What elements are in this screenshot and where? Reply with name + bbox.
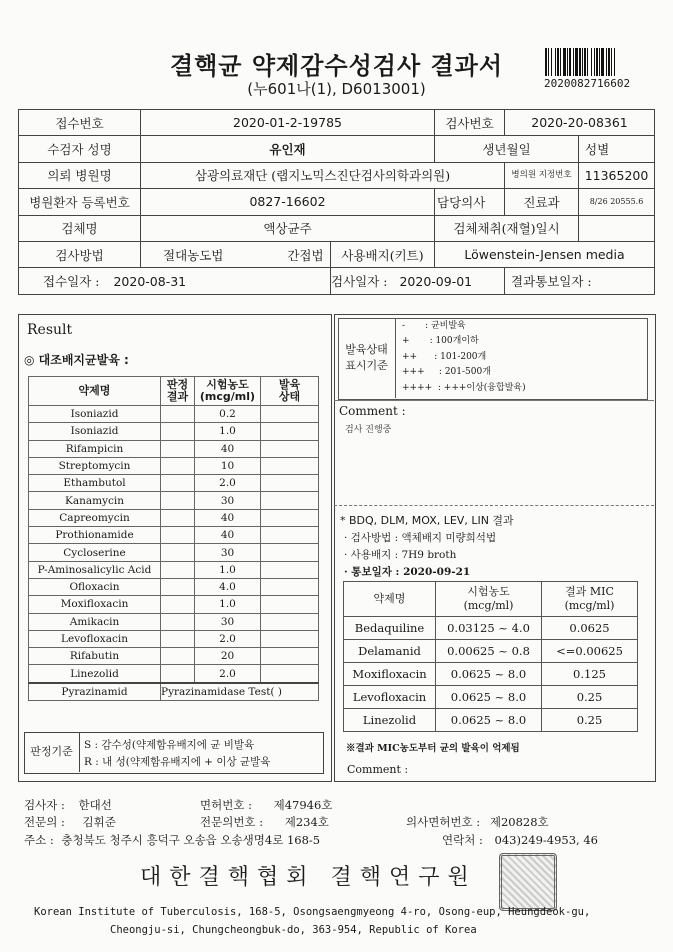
drug-name-cell: Rifabutin	[29, 648, 161, 665]
table-row	[344, 663, 638, 686]
hospital-code-value: 11365200	[579, 162, 655, 188]
table-row	[29, 509, 319, 526]
mic-drug-cell: Levofloxacin	[344, 686, 436, 709]
mic-result-cell: 0.125	[542, 663, 638, 686]
table-row	[344, 686, 638, 709]
drug-name-cell: Ofloxacin	[29, 578, 161, 595]
table-row	[29, 561, 319, 578]
mic-col-drug: 약제명	[344, 582, 436, 617]
judge-cell	[161, 648, 195, 665]
method1-value: 절대농도법	[163, 247, 224, 263]
examiner-value: 한대선	[78, 798, 112, 812]
examiner-line	[24, 797, 112, 813]
doctor-license-value: 제20828호	[489, 815, 549, 829]
drug-name-cell: Cycloserine	[29, 544, 161, 561]
conc-cell: 4.0	[195, 578, 261, 595]
test-no-value: 2020-20-08361	[505, 110, 655, 136]
result-title: Result	[27, 322, 73, 338]
mic-drug-cell: Moxifloxacin	[344, 663, 436, 686]
judge-cell	[161, 613, 195, 630]
table-row	[344, 709, 638, 732]
table-row	[29, 457, 319, 474]
growth-cell	[261, 561, 319, 578]
barcode-number: 2020082716602	[544, 77, 631, 90]
report-title: 결핵균 약제감수성검사 결과서	[169, 52, 504, 80]
mic-drug-cell: Delamanid	[344, 640, 436, 663]
growth-cell	[261, 544, 319, 561]
bdq-title: * BDQ, DLM, MOX, LEV, LIN 결과	[340, 514, 514, 527]
conc-cell: 2.0	[195, 665, 261, 683]
growth-cell	[261, 648, 319, 665]
drug-name-cell: Isoniazid	[29, 406, 161, 423]
comment-label: Comment :	[339, 404, 406, 418]
conc-cell: 10	[195, 457, 261, 474]
address-line	[24, 832, 320, 848]
collection-value	[579, 215, 655, 241]
table-row	[29, 665, 319, 683]
judge-cell	[161, 423, 195, 440]
table-row	[29, 596, 319, 613]
dept-label: 진료과	[505, 189, 579, 215]
mic-range-cell: 0.0625 ~ 8.0	[436, 709, 542, 732]
growth-cell	[261, 423, 319, 440]
growth-cell	[261, 596, 319, 613]
table-row	[29, 423, 319, 440]
mic-note: ※결과 MIC농도부터 균의 발육이 억제됨	[346, 743, 520, 754]
phone-label: 연락처 :	[442, 833, 483, 847]
license-value: 제47946호	[273, 798, 333, 812]
judge-cell	[161, 492, 195, 509]
table-row	[29, 527, 319, 544]
table-row	[29, 492, 319, 509]
growth-cell	[261, 492, 319, 509]
specimen-label: 검체명	[19, 215, 141, 241]
patient-reg-label: 병원환자 등록번호	[19, 189, 141, 215]
mic-range-cell: 0.03125 ~ 4.0	[436, 617, 542, 640]
org-english-line1: Korean Institute of Tuberculosis, 168-5, Osongsaengmyeong 4-ro, Osong-eup, Heungdeok-gu,	[34, 906, 591, 918]
judge-cell	[161, 440, 195, 457]
conc-cell: 30	[195, 492, 261, 509]
receipt-no-label: 접수번호	[19, 110, 141, 136]
legend-line: + : 100개이하	[402, 336, 479, 347]
table-row	[29, 578, 319, 595]
license-line	[200, 797, 332, 813]
drug-name-cell: Levofloxacin	[29, 630, 161, 647]
drug-name-cell: Linezolid	[29, 665, 161, 683]
notify-date-label: 결과통보일자 :	[511, 274, 592, 290]
conc-cell: 40	[195, 440, 261, 457]
legend-line: ++++ : +++이상(융합발육)	[402, 382, 526, 393]
collection-label: 검체채취(재혈)일시	[435, 215, 579, 241]
mic-range-cell: 0.00625 ~ 0.8	[436, 640, 542, 663]
conc-cell: 30	[195, 613, 261, 630]
receipt-no-value: 2020-01-2-19785	[141, 110, 435, 136]
criteria-r: R : 내 성(약제함유배지에 + 이상 균발육	[84, 756, 271, 768]
doctor-license-line	[406, 814, 549, 830]
judge-cell	[161, 561, 195, 578]
judge-cell	[161, 665, 195, 683]
table-row	[29, 630, 319, 647]
license-label: 면허번호 :	[200, 798, 252, 812]
specialist-license-label: 전문의번호 :	[200, 815, 264, 829]
examiner-label: 검사자 :	[24, 798, 65, 812]
drug-name-cell: Moxifloxacin	[29, 596, 161, 613]
col-growth-header: 발육 상태	[261, 377, 319, 406]
growth-cell	[261, 665, 319, 683]
legend-line: - : 균비발육	[402, 321, 466, 331]
address-value: 충청북도 청주시 흥덕구 오송읍 오송생명4로 168-5	[61, 833, 321, 847]
mic-result-cell: 0.0625	[542, 617, 638, 640]
conc-cell: 20	[195, 648, 261, 665]
growth-cell	[261, 440, 319, 457]
control-growth-label: ◎ 대조배지균발육 :	[24, 353, 129, 367]
specialist-license-line	[200, 814, 329, 830]
judge-cell	[161, 544, 195, 561]
hospital-label: 의뢰 병원명	[19, 162, 141, 188]
judge-cell	[161, 596, 195, 613]
phone-value: 043)249-4953, 46	[494, 833, 598, 847]
sex-label: 성별	[585, 142, 610, 158]
growth-cell	[261, 613, 319, 630]
patient-name-value: 유인재	[141, 136, 435, 162]
specialist-line	[24, 814, 116, 830]
specialist-license-value: 제234호	[284, 815, 329, 829]
drug-susceptibility-table	[28, 376, 319, 701]
dept-value: 8/26 20555.6	[579, 189, 655, 215]
growth-cell	[261, 457, 319, 474]
judge-cell	[161, 457, 195, 474]
col-judge-header: 판정 결과	[161, 377, 195, 406]
method2-value: 간접법	[287, 247, 324, 263]
conc-cell: 1.0	[195, 596, 261, 613]
growth-cell	[261, 406, 319, 423]
drug-name-cell: Streptomycin	[29, 457, 161, 474]
mic-result-cell: 0.25	[542, 686, 638, 709]
growth-cell	[261, 630, 319, 647]
judge-cell	[161, 527, 195, 544]
medium-label: 사용배지(키트)	[331, 241, 435, 267]
patient-reg-value: 0827-16602	[141, 189, 435, 215]
col-drug-header: 약제명	[29, 377, 161, 406]
hospital-code-label: 병의원 지정번호	[505, 162, 579, 188]
table-row	[344, 617, 638, 640]
mic-col-range: 시험농도 (mcg/ml)	[436, 582, 542, 617]
growth-cell	[261, 509, 319, 526]
bdq-notify: · 통보일자 : 2020-09-21	[344, 566, 471, 578]
table-row	[29, 440, 319, 457]
comment-text: 검사 진행중	[345, 425, 392, 435]
doctor-label: 담당의사	[437, 194, 486, 210]
conc-cell: 0.2	[195, 406, 261, 423]
doctor-license-label: 의사면허번호 :	[406, 815, 481, 829]
report-subtitle: (누601나(1), D6013001)	[247, 80, 426, 98]
official-seal-stamp	[499, 853, 557, 911]
birth-label: 생년월일	[435, 136, 579, 162]
conc-cell: 2.0	[195, 475, 261, 492]
medium-value: Löwenstein-Jensen media	[435, 241, 655, 267]
mic-drug-cell: Bedaquiline	[344, 617, 436, 640]
legend-label: 발육상태 표시기준	[338, 318, 396, 398]
table-row	[29, 613, 319, 630]
patient-info-table	[18, 109, 655, 295]
phone-line	[442, 832, 598, 848]
hospital-value: 삼광의료재단 (랩지노믹스진단검사의학과의원)	[141, 162, 505, 188]
table-row	[29, 475, 319, 492]
pza-drug: Pyrazinamid	[29, 683, 161, 701]
pza-test: Pyrazinamidase Test( )	[161, 683, 319, 701]
address-label: 주소 :	[24, 833, 54, 847]
org-korean-name: 대한결핵협회 결핵연구원	[140, 865, 477, 890]
test-no-label: 검사번호	[435, 110, 505, 136]
judge-cell	[161, 509, 195, 526]
mic-range-cell: 0.0625 ~ 8.0	[436, 663, 542, 686]
mic-result-cell: <=0.00625	[542, 640, 638, 663]
judge-cell	[161, 406, 195, 423]
growth-cell	[261, 527, 319, 544]
growth-cell	[261, 475, 319, 492]
drug-name-cell: Rifampicin	[29, 440, 161, 457]
barcode-image	[545, 48, 643, 76]
test-date-value: 2020-09-01	[399, 274, 473, 290]
legend-line: ++ : 101-200개	[402, 351, 487, 362]
mic-drug-cell: Linezolid	[344, 709, 436, 732]
org-english-line2: Cheongju-si, Chungcheongbuk-do, 363-954, Republic of Korea	[110, 924, 477, 936]
legend-line: +++ : 201-500개	[402, 367, 491, 378]
conc-cell: 1.0	[195, 561, 261, 578]
receipt-date-label: 접수일자 :	[43, 274, 100, 290]
test-date-label: 검사일자 :	[331, 274, 388, 290]
conc-cell: 2.0	[195, 630, 261, 647]
mic-result-cell: 0.25	[542, 709, 638, 732]
judge-cell	[161, 578, 195, 595]
specialist-value: 김휘준	[82, 815, 116, 829]
legend-lines	[402, 319, 526, 396]
drug-name-cell: P-Aminosalicylic Acid	[29, 561, 161, 578]
conc-cell: 1.0	[195, 423, 261, 440]
method-label: 검사방법	[19, 241, 141, 267]
drug-name-cell: Prothionamide	[29, 527, 161, 544]
conc-cell: 40	[195, 527, 261, 544]
conc-cell: 40	[195, 509, 261, 526]
judge-cell	[161, 630, 195, 647]
table-row	[29, 406, 319, 423]
criteria-s: S : 감수성(약제함유배지에 균 비발육	[84, 739, 255, 751]
specialist-label: 전문의 :	[24, 815, 65, 829]
table-row	[344, 640, 638, 663]
drug-name-cell: Isoniazid	[29, 423, 161, 440]
table-row	[29, 648, 319, 665]
drug-name-cell: Ethambutol	[29, 475, 161, 492]
col-conc-header: 시험농도 (mcg/ml)	[195, 377, 261, 406]
criteria-label: 판정기준	[24, 732, 80, 772]
conc-cell: 30	[195, 544, 261, 561]
specimen-value: 액상균주	[141, 215, 435, 241]
table-row	[29, 544, 319, 561]
bdq-method: · 검사방법 : 액체배지 미량희석법	[344, 532, 497, 544]
judge-cell	[161, 475, 195, 492]
bdq-medium: · 사용배지 : 7H9 broth	[344, 549, 457, 561]
drug-name-cell: Amikacin	[29, 613, 161, 630]
bdq-comment-label: Comment :	[347, 763, 409, 776]
drug-name-cell: Capreomycin	[29, 509, 161, 526]
drug-name-cell: Kanamycin	[29, 492, 161, 509]
mic-range-cell: 0.0625 ~ 8.0	[436, 686, 542, 709]
patient-name-label: 수검자 성명	[19, 136, 141, 162]
mic-table	[343, 581, 638, 732]
receipt-date-value: 2020-08-31	[113, 274, 187, 290]
mic-col-result: 결과 MIC (mcg/ml)	[542, 582, 638, 617]
growth-cell	[261, 578, 319, 595]
